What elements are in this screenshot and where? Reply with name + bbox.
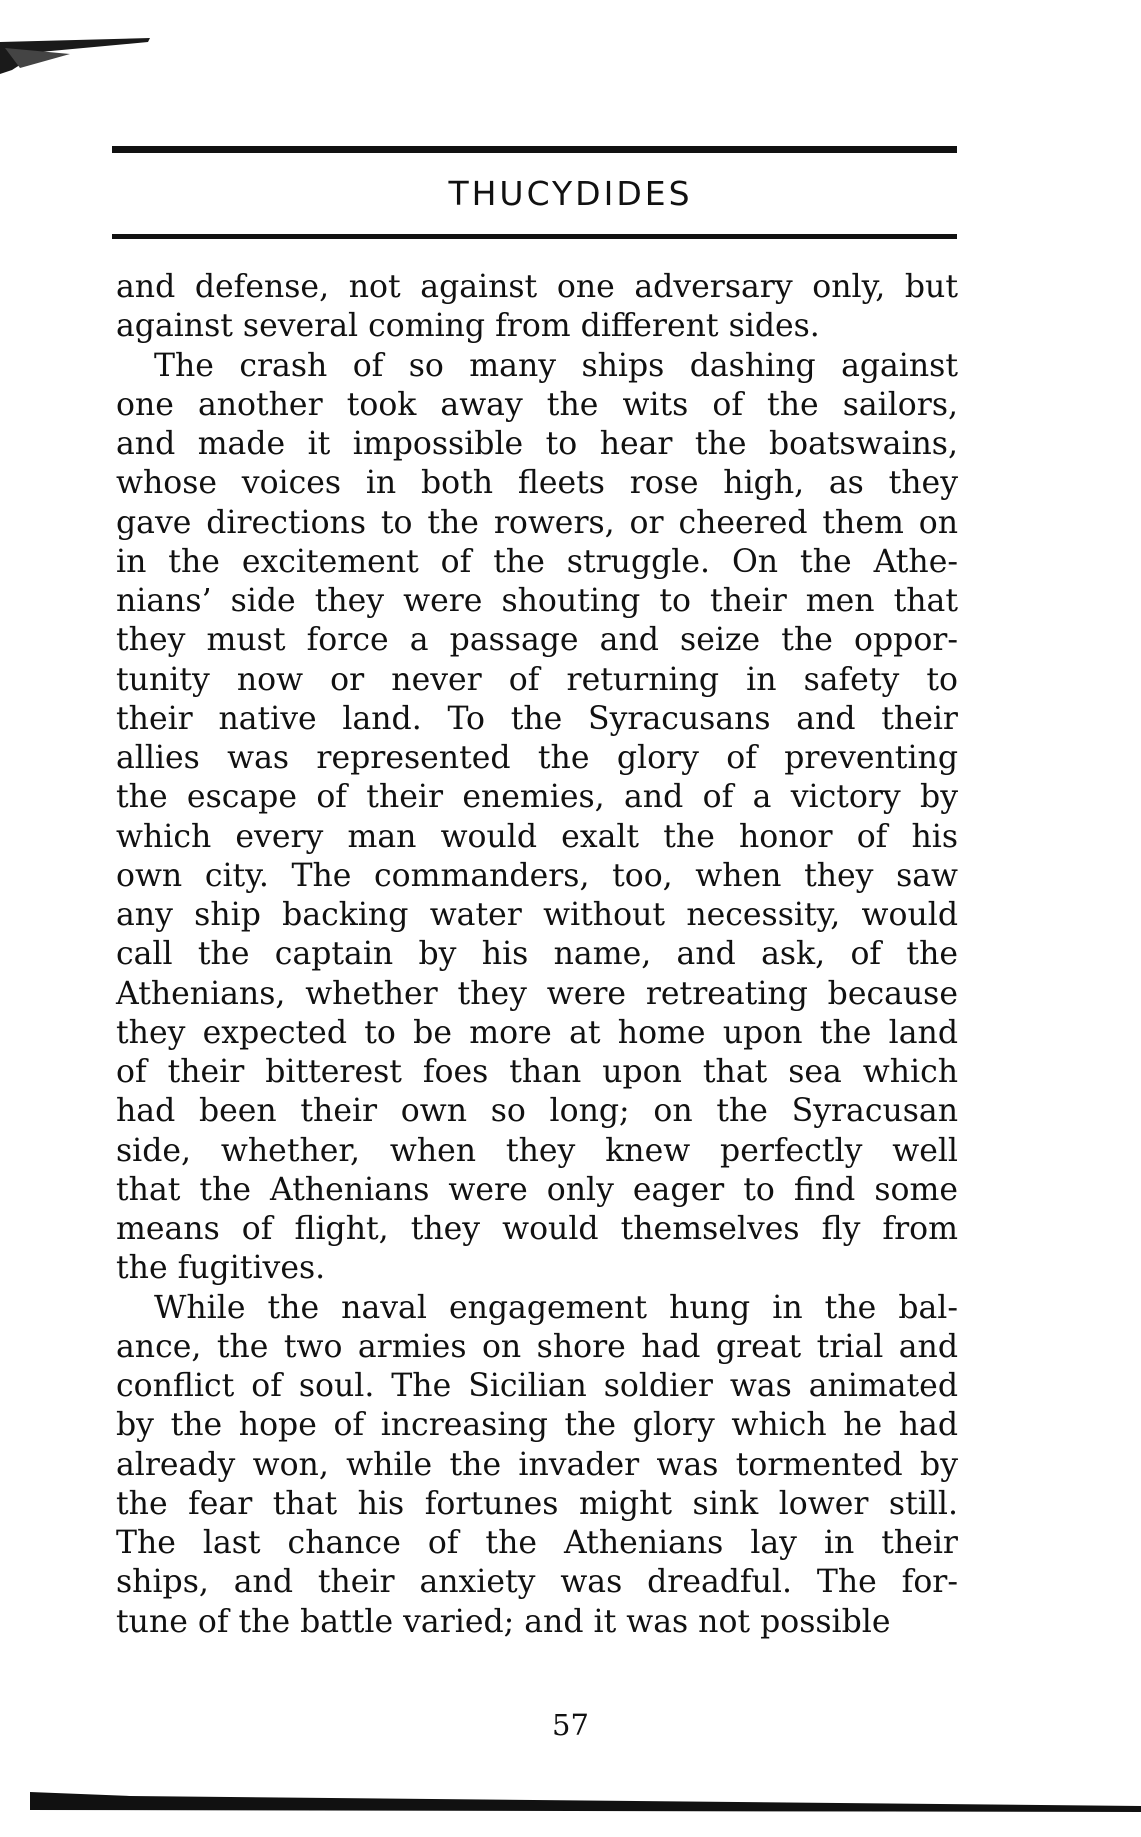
- paragraph: [116, 268, 958, 347]
- paragraph: [116, 1289, 958, 1642]
- text-line: The crash of so many ships dashing against: [154, 347, 958, 384]
- text-line: conflict of soul. The Sicilian soldier was animated: [116, 1368, 958, 1404]
- text-line: own city. The commanders, too, when they saw: [116, 857, 958, 894]
- paragraph: [116, 347, 958, 1289]
- text-line: The last chance of the Athenians lay in their: [116, 1525, 958, 1561]
- text-line: nians’ side they were shouting to their men that: [116, 583, 958, 619]
- text-line: already won, while the invader was tormented by: [116, 1446, 958, 1483]
- text-line: gave directions to the rowers, or cheered them on: [116, 504, 958, 541]
- text-line: tune of the battle varied; and it was not possible: [116, 1603, 891, 1640]
- text-line: the fugitives.: [116, 1250, 326, 1287]
- text-line: ance, the two armies on shore had great trial and: [116, 1328, 958, 1365]
- text-line: While the naval engagement hung in the bal-: [154, 1289, 958, 1326]
- text-line: their native land. To the Syracusans and their: [116, 700, 958, 737]
- text-line: in the excitement of the struggle. On the Athe-: [116, 543, 958, 580]
- text-line: whose voices in both fleets rose high, as they: [116, 465, 958, 502]
- text-line: ships, and their anxiety was dreadful. The for-: [116, 1564, 958, 1601]
- text-line: and defense, not against one adversary only, but: [116, 269, 958, 305]
- text-line: had been their own so long; on the Syracusan: [116, 1093, 958, 1130]
- text-line: tunity now or never of returning in safety to: [116, 661, 958, 698]
- text-line: of their bitterest foes than upon that sea which: [116, 1054, 958, 1090]
- text-line: that the Athenians were only eager to find some: [116, 1171, 958, 1208]
- header-rule-top: [112, 146, 957, 153]
- text-line: Athenians, whether they were retreating because: [116, 975, 958, 1012]
- text-line: and made it impossible to hear the boatswains,: [116, 426, 958, 462]
- text-line: the fear that his fortunes might sink lower still.: [116, 1485, 958, 1522]
- text-line: means of flight, they would themselves fly from: [116, 1211, 958, 1247]
- bottom-edge-mark: [0, 1780, 1141, 1820]
- text-line: any ship backing water without necessity, would: [116, 897, 958, 933]
- page-number: 57: [552, 1708, 589, 1742]
- body-text: [116, 268, 958, 1642]
- running-head: THUCYDIDES: [448, 174, 693, 213]
- text-line: the escape of their enemies, and of a victory by: [116, 779, 958, 816]
- text-line: call the captain by his name, and ask, of the: [116, 936, 958, 973]
- text-line: allies was represented the glory of preventing: [116, 740, 958, 776]
- text-line: which every man would exalt the honor of his: [116, 818, 958, 855]
- text-line: they expected to be more at home upon the land: [116, 1014, 958, 1051]
- text-line: they must force a passage and seize the oppor-: [116, 622, 958, 659]
- text-line: against several coming from different sides.: [116, 308, 820, 345]
- header-rule-bottom: [112, 234, 957, 239]
- text-line: side, whether, when they knew perfectly well: [116, 1132, 958, 1169]
- text-line: by the hope of increasing the glory which he had: [116, 1407, 958, 1444]
- corner-ink-mark: [0, 30, 160, 100]
- text-line: one another took away the wits of the sailors,: [116, 386, 958, 423]
